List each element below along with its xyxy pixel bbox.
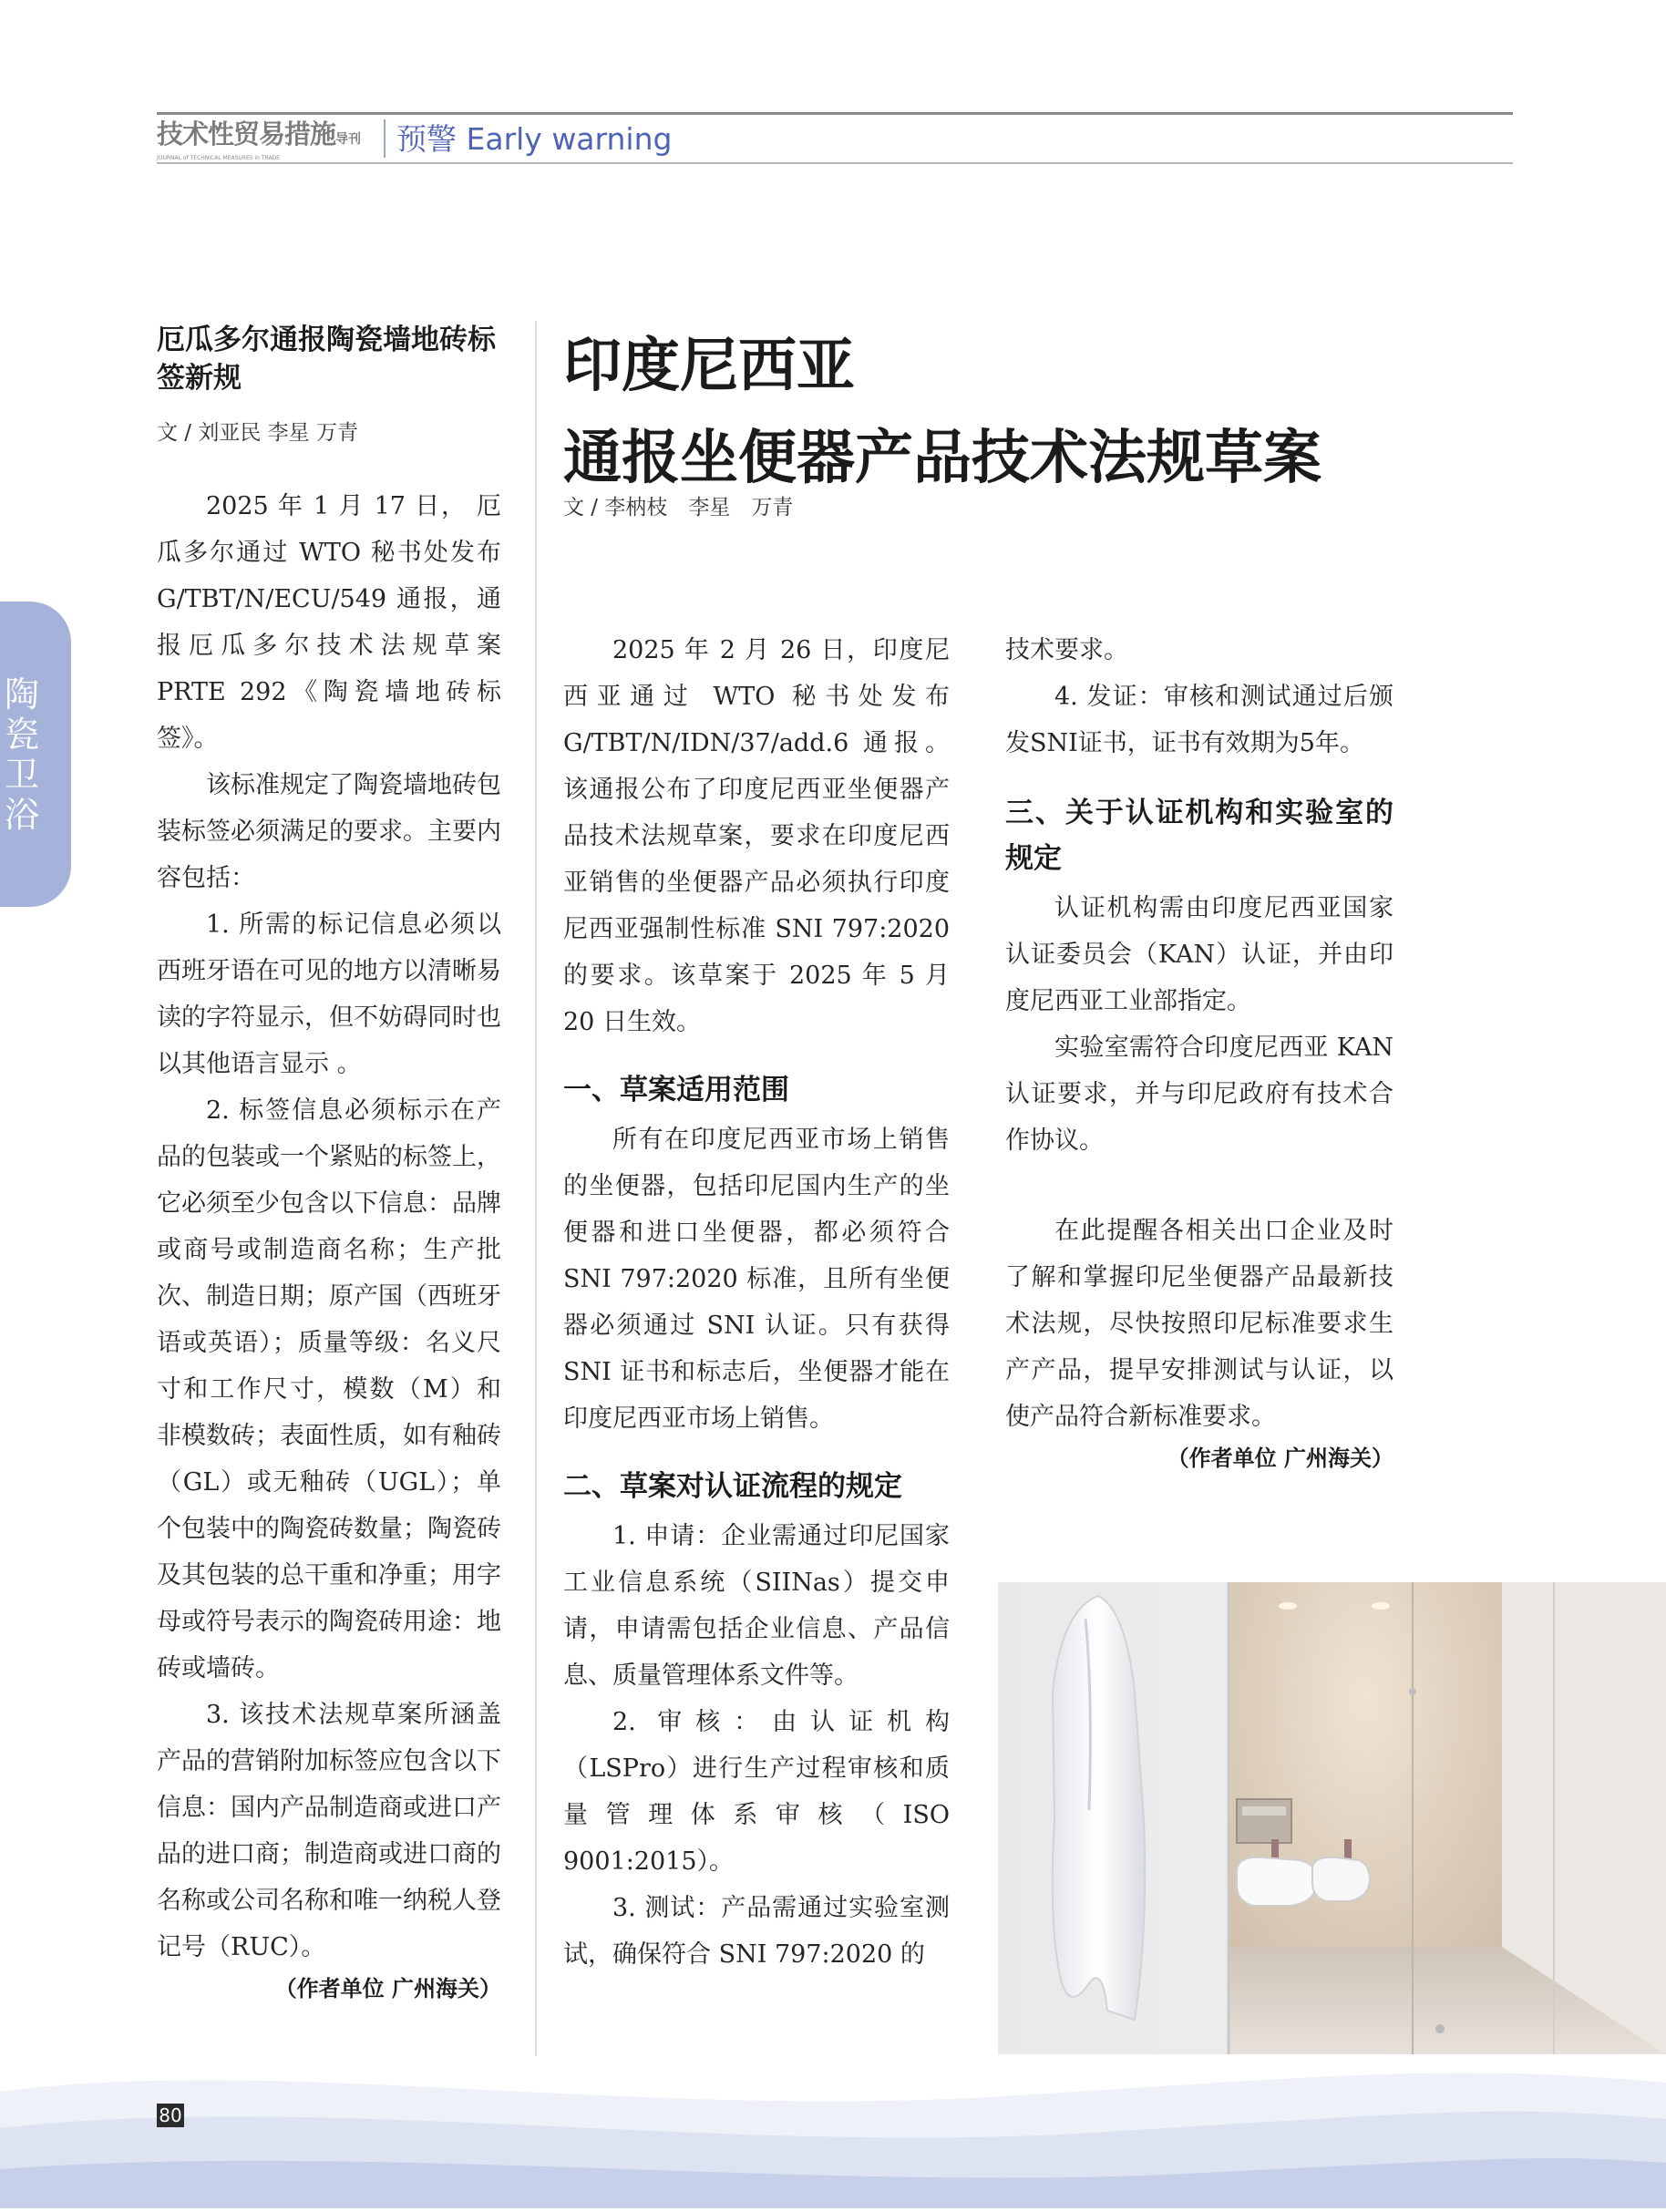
header-separator [384, 119, 386, 158]
left-article-body [157, 483, 501, 2007]
paragraph: 1. 申请：企业需通过印尼国家工业信息系统（SIINas）提交申请，申请需包括企业信息、产品信息、质量管理体系文件等。 [563, 1522, 950, 1690]
section-heading: 二、草案对认证流程的规定 [563, 1470, 902, 1503]
paragraph: 认证机构需由印度尼西亚国家认证委员会（KAN）认证，并由印度尼西亚工业部指定。 [1005, 894, 1393, 1015]
bathroom-photo [998, 1582, 1666, 2054]
paragraph: 2025 年 1 月 17 日， 厄瓜多尔通过 WTO 秘书处发布 G/TBT/N/ECU/549 通报，通报厄瓜多尔技术法规草案 PRTE 292《陶瓷墙地砖标签》。 [157, 492, 501, 753]
journal-name: 技术性贸易措施 [157, 118, 336, 149]
bottom-wave-decoration [0, 2055, 1666, 2208]
main-article-title [563, 321, 1321, 505]
paragraph: 3. 测试：产品需通过实验室测试，确保符合 SNI 797:2020 的 [563, 1894, 950, 1969]
paragraph: 1. 所需的标记信息必须以西班牙语在可见的地方以清晰易读的字符显示，但不妨碍同时也以其他语言显示 。 [157, 911, 501, 1078]
left-article-signature: （作者单位 广州海关） [274, 1976, 501, 2001]
journal-english: JOURNAL of TECHNICAL MEASURES in TRADE [157, 155, 280, 161]
main-article-author: 文 / 李枘枝 李星 万青 [563, 496, 794, 520]
paragraph: 实验室需符合印度尼西亚 KAN 认证要求，并与印尼政府有技术合作协议。 [1005, 1034, 1393, 1155]
main-title-line-2: 通报坐便器产品技术法规草案 [563, 425, 1321, 492]
paragraph: 2. 标签信息必须标示在产品的包装或一个紧贴的标签上，它必须至少包含以下信息：品牌或商号或制造商名称；生产批次、制造日期；原产国（西班牙语或英语）；质量等级：名义尺寸和工作尺寸，模数（M）和非模数砖；表面性质，如有釉砖（GL）或无釉砖（UGL）；单个包装中的陶瓷砖数量；陶瓷砖及其包装的总干重和净重；用字母或符号表示的陶瓷砖用途：地砖或墙砖。 [157, 1096, 501, 1682]
left-article-title: 厄瓜多尔通报陶瓷墙地砖标签新规 [157, 324, 496, 395]
section-label: 预警 Early warning [396, 121, 673, 157]
section-heading: 三、关于认证机构和实验室的规定 [1005, 797, 1393, 875]
page-number: 80 [157, 2104, 184, 2127]
left-article-author: 文 / 刘亚民 李星 万青 [157, 421, 358, 445]
header-rule-bottom [157, 162, 1513, 164]
paragraph: 3. 该技术法规草案所涵盖产品的营销附加标签应包含以下信息：国内产品制造商或进口产品的进口商；制造商或进口商的名称或公司名称和唯一纳税人登记号（RUC）。 [157, 1701, 501, 1961]
paragraph: 该标准规定了陶瓷墙地砖包装标签必须满足的要求。主要内容包括： [157, 771, 501, 892]
side-category-label: 陶瓷卫浴 [4, 674, 39, 835]
section-heading: 一、草案适用范围 [563, 1074, 789, 1106]
paragraph: 2025 年 2 月 26 日，印度尼西亚通过 WTO 秘书处发布 G/TBT/N/IDN/37/add.6 通报。该通报公布了印度尼西亚坐便器产品技术法规草案，要求在印度尼西亚销售的坐便器产品必须执行印度尼西亚强制性标准 SNI 797:2020 的要求。该草案于 2025 年 5 月 20 日生效。 [563, 636, 950, 1036]
paragraph: 4. 发证：审核和测试通过后颁发SNI证书，证书有效期为5年。 [1005, 683, 1393, 757]
header-rule-top [157, 112, 1513, 115]
paragraph: 所有在印度尼西亚市场上销售的坐便器，包括印尼国内生产的坐便器和进口坐便器，都必须符合 SNI 797:2020 标准，且所有坐便器必须通过 SNI 认证。只有获得 SNI 证书和标志后，坐便器才能在印度尼西亚市场上销售。 [563, 1126, 950, 1433]
main-article-signature: （作者单位 广州海关） [1167, 1446, 1393, 1471]
column-divider [535, 321, 537, 2056]
paragraph: 技术要求。 [1005, 636, 1128, 664]
main-title-line-1: 印度尼西亚 [563, 333, 855, 400]
journal-suffix: 导刊 [335, 132, 362, 147]
journal-logo [157, 118, 375, 159]
main-article-column-2 [1005, 627, 1393, 1476]
paragraph: 2. 审核：由认证机构（LSPro）进行生产过程审核和质量管理体系审核（ISO 9001:2015）。 [563, 1708, 950, 1876]
paragraph: 在此提醒各相关出口企业及时了解和掌握印尼坐便器产品最新技术法规，尽快按照印尼标准要求生产产品，提早安排测试与认证，以使产品符合新标准要求。 [1005, 1217, 1393, 1431]
main-article-column-1 [563, 627, 950, 1978]
